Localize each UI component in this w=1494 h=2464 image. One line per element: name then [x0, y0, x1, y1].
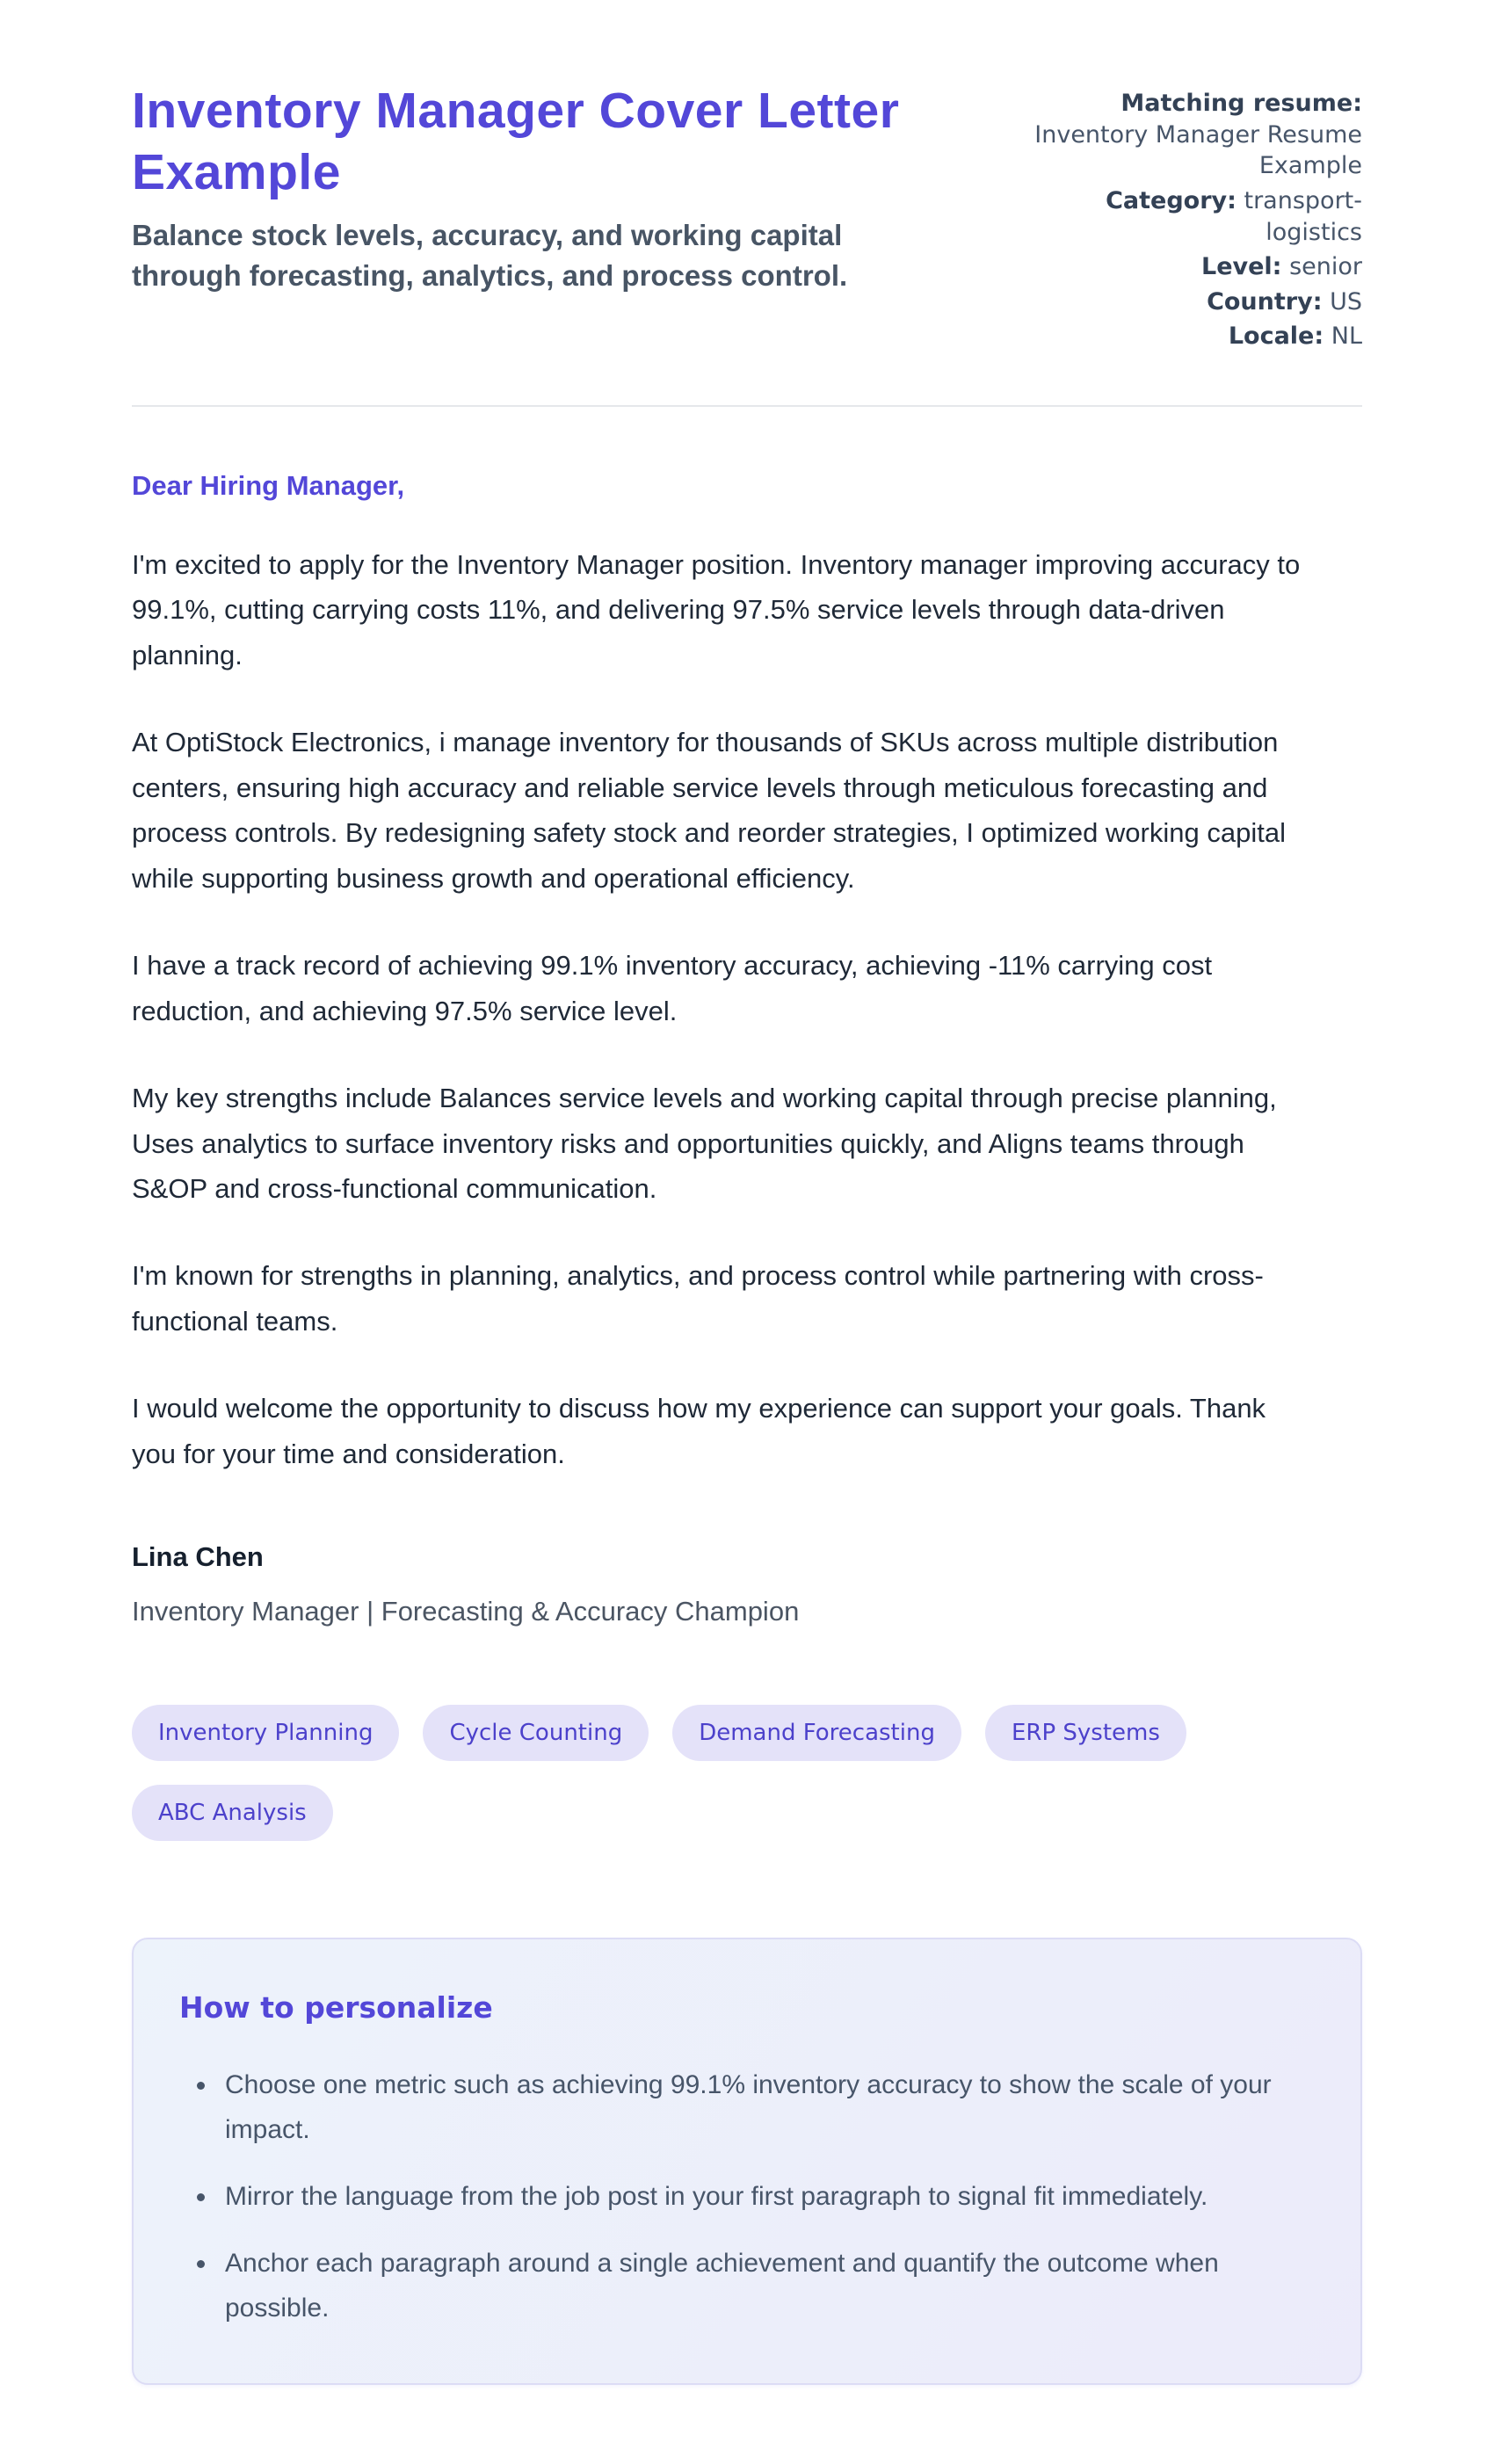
header-divider	[132, 405, 1362, 407]
meta-row-level	[1011, 251, 1362, 283]
meta-row-category	[1011, 185, 1362, 248]
letter-body	[132, 470, 1314, 1627]
personalize-tip: • Anchor each paragraph around a single achievement and quantify the outcome when possible.	[218, 2242, 1315, 2330]
personalize-tip: • Choose one metric such as achieving 99.1% inventory accuracy to show the scale of your impact.	[218, 2063, 1315, 2152]
meta-label: Category:	[1106, 186, 1237, 214]
page-header	[132, 81, 1362, 356]
meta-label: Country:	[1207, 287, 1323, 315]
meta-value: Inventory Manager Resume Example	[1034, 120, 1362, 180]
meta-value: senior	[1289, 253, 1362, 281]
header-title-block	[132, 81, 923, 295]
meta-value: US	[1330, 287, 1362, 315]
letter-paragraph: My key strengths include Balances service levels and working capital through precise planning, Uses analytics to surface inventory risks and opportunities quickly, and Aligns teams through S&OP and cross-functional communication.	[132, 1083, 1277, 1204]
signature-role: Inventory Manager | Forecasting & Accuracy Champion	[132, 1596, 800, 1627]
resume-meta-block	[1011, 81, 1362, 356]
skill-tag-demand-forecasting: Demand Forecasting	[672, 1705, 961, 1761]
skill-tag-cycle-counting: Cycle Counting	[423, 1705, 649, 1761]
cover-letter-page	[132, 0, 1362, 2464]
skill-tag-abc-analysis: ABC Analysis	[132, 1785, 333, 1841]
meta-value: transport-logistics	[1244, 186, 1362, 246]
personalize-tips-list	[179, 2063, 1315, 2330]
meta-value: NL	[1331, 322, 1362, 351]
meta-row-locale	[1011, 321, 1362, 352]
meta-row-country	[1011, 286, 1362, 318]
meta-label: Level:	[1201, 253, 1282, 281]
letter-paragraph: I have a track record of achieving 99.1% inventory accuracy, achieving -11% carrying cost reduction, and achieving 97.5% service level.	[132, 950, 1213, 1026]
skill-tag-erp-systems: ERP Systems	[985, 1705, 1186, 1761]
letter-greeting: Dear Hiring Manager,	[132, 470, 405, 501]
personalize-tips-box	[132, 1938, 1362, 2385]
skill-tags-row	[132, 1705, 1362, 1841]
letter-paragraph: I'm excited to apply for the Inventory Manager position. Inventory manager improving accuracy to 99.1%, cutting carrying costs 11%, and delivering 97.5% service levels through data-driven planning.	[132, 549, 1301, 670]
personalize-tip: • Mirror the language from the job post in your first paragraph to signal fit immediately.	[218, 2175, 1315, 2219]
skill-tag-inventory-planning: Inventory Planning	[132, 1705, 399, 1761]
letter-paragraph: I would welcome the opportunity to discuss how my experience can support your goals. Thank you for your time and consideration.	[132, 1393, 1266, 1469]
page-subtitle: Balance stock levels, accuracy, and working capital through forecasting, analytics, and process control.	[132, 219, 848, 292]
meta-row-matching-resume	[1011, 88, 1362, 182]
signature-name: Lina Chen	[132, 1541, 264, 1573]
meta-label: Locale:	[1228, 322, 1324, 351]
letter-paragraph: I'm known for strengths in planning, analytics, and process control while partnering with cross-functional teams.	[132, 1260, 1264, 1337]
meta-label: Matching resume:	[1120, 90, 1362, 117]
page-title: Inventory Manager Cover Letter Example	[132, 83, 900, 200]
letter-paragraph: At OptiStock Electronics, i manage inventory for thousands of SKUs across multiple distribution centers, ensuring high accuracy and reliable service levels through meticulous forecasting and process controls. By redesigning safety stock and reorder strategies, I optimized working capital while supporting business growth and operational efficiency.	[132, 727, 1286, 894]
personalize-heading: How to personalize	[179, 1990, 493, 2026]
